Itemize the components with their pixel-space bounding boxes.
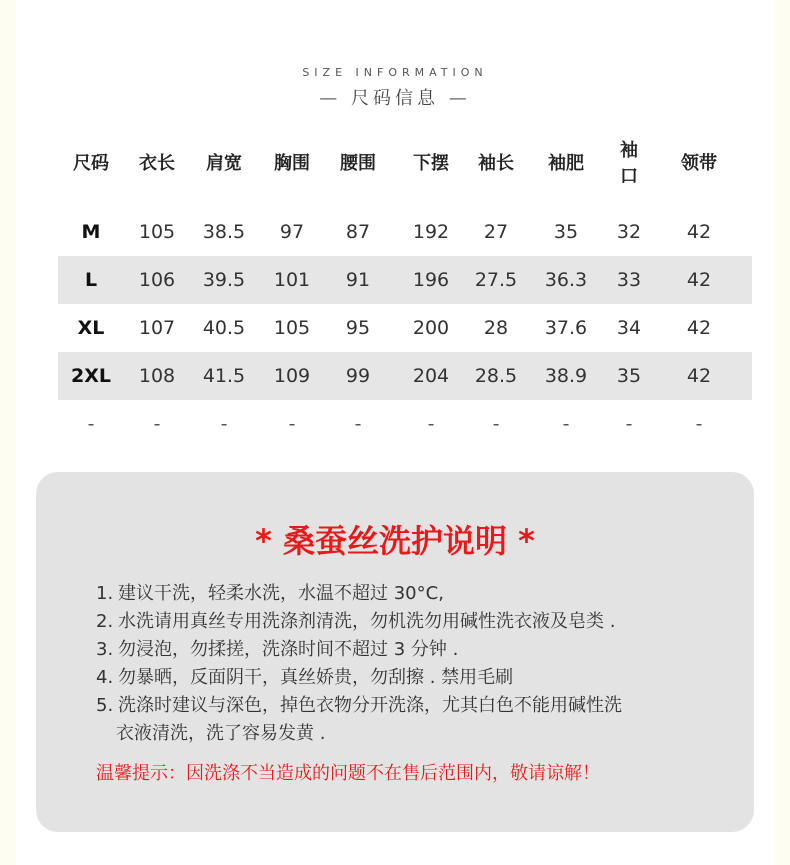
title-dash-right: — [448, 88, 471, 109]
col-header: 下摆 [413, 153, 449, 174]
table-cell: - [625, 413, 633, 435]
table-cell: 28 [483, 317, 509, 339]
table-cell: M [81, 221, 101, 243]
table-cell: 39.5 [190, 256, 258, 304]
size-table [58, 136, 752, 448]
table-cell: 87 [345, 221, 371, 243]
table-cell: 27 [483, 221, 509, 243]
table-cell: 109 [258, 352, 326, 400]
care-item [96, 608, 726, 636]
table-cell: 42 [686, 221, 712, 243]
table-cell: 106 [124, 256, 190, 304]
table-cell: - [427, 413, 435, 435]
table-row [58, 208, 752, 256]
col-header: 袖口 [620, 140, 638, 187]
care-instructions-panel [36, 472, 754, 832]
table-cell: - [354, 413, 362, 435]
table-cell: 105 [273, 317, 311, 339]
table-cell: 40.5 [202, 317, 246, 339]
care-item [96, 692, 726, 720]
care-item [96, 664, 726, 692]
col-header: 胸围 [274, 153, 310, 174]
care-item [96, 636, 726, 664]
col-header: 尺码 [73, 153, 109, 174]
table-cell: 204 [390, 352, 472, 400]
table-cell: 28.5 [472, 352, 520, 400]
care-item-number: 5. [96, 695, 114, 716]
col-header: 袖长 [478, 153, 514, 174]
warm-tip: 温馨提示：因洗涤不当造成的问题不在售后范围内，敬请谅解！ [96, 763, 600, 784]
col-header: 腰围 [340, 153, 376, 174]
table-cell: 35 [553, 221, 579, 243]
table-cell: - [87, 413, 95, 435]
table-cell: 97 [279, 221, 305, 243]
care-item-number: 4. [96, 667, 114, 688]
care-item-text: 水洗请用真丝专用洗涤剂清洗，勿机洗勿用碱性洗衣液及皂类 . [118, 611, 616, 632]
size-table-header [58, 136, 752, 188]
section-title-cn-text: 尺码信息 [351, 88, 439, 109]
care-item-text: 勿暴晒，反面阴干，真丝娇贵，勿刮擦 . 禁用毛刷 [118, 667, 514, 688]
table-cell: 32 [616, 221, 642, 243]
col-header: 衣长 [139, 153, 175, 174]
care-item [96, 580, 726, 608]
section-title-cn [16, 84, 774, 110]
care-item-text: 建议干洗，轻柔水洗，水温不超过 30°C, [118, 583, 444, 604]
table-cell: 33 [612, 256, 646, 304]
table-row [58, 304, 752, 352]
section-title-en: SIZE INFORMATION [302, 66, 488, 79]
table-cell: 107 [138, 317, 176, 339]
table-cell: 91 [326, 256, 390, 304]
title-dash-left: — [319, 88, 342, 109]
col-header: 肩宽 [206, 153, 242, 174]
table-cell: 99 [326, 352, 390, 400]
care-item-continuation: 衣液清洗，洗了容易发黄 . [116, 723, 326, 744]
table-cell: - [288, 413, 296, 435]
table-cell: 34 [616, 317, 642, 339]
table-cell: 42 [646, 256, 752, 304]
table-cell: 35 [612, 352, 646, 400]
care-item-number: 1. [96, 583, 114, 604]
table-cell: 42 [686, 317, 712, 339]
table-cell: 105 [138, 221, 176, 243]
table-cell: 2XL [58, 352, 124, 400]
table-cell: - [220, 413, 228, 435]
care-item-text: 洗涤时建议与深色，掉色衣物分开洗涤，尤其白色不能用碱性洗 [118, 695, 622, 716]
col-header: 领带 [681, 153, 717, 174]
table-cell: - [562, 413, 570, 435]
table-spacer [58, 188, 752, 208]
table-cell: 38.9 [520, 352, 612, 400]
table-cell: - [153, 413, 161, 435]
col-header: 袖肥 [548, 153, 584, 174]
table-cell: 101 [258, 256, 326, 304]
table-cell: 196 [390, 256, 472, 304]
table-cell: 36.3 [520, 256, 612, 304]
table-row [58, 352, 752, 400]
table-cell: XL [77, 317, 105, 339]
table-cell: 37.6 [544, 317, 588, 339]
table-cell: 27.5 [472, 256, 520, 304]
table-cell: L [58, 256, 124, 304]
table-cell: 41.5 [190, 352, 258, 400]
care-title: * 桑蚕丝洗护说明 * [255, 522, 535, 560]
table-cell: 200 [412, 317, 450, 339]
care-list [96, 580, 726, 748]
table-row [58, 256, 752, 304]
table-row [58, 400, 752, 448]
table-cell: 42 [646, 352, 752, 400]
table-cell: 108 [124, 352, 190, 400]
product-detail-page [16, 0, 774, 865]
table-cell: - [695, 413, 703, 435]
care-item-text: 勿浸泡，勿揉搓，洗涤时间不超过 3 分钟 . [118, 639, 459, 660]
care-item-number: 2. [96, 611, 114, 632]
table-cell: 192 [412, 221, 450, 243]
table-cell: 38.5 [202, 221, 246, 243]
table-cell: - [492, 413, 500, 435]
care-item-number: 3. [96, 639, 114, 660]
table-cell: 95 [345, 317, 371, 339]
